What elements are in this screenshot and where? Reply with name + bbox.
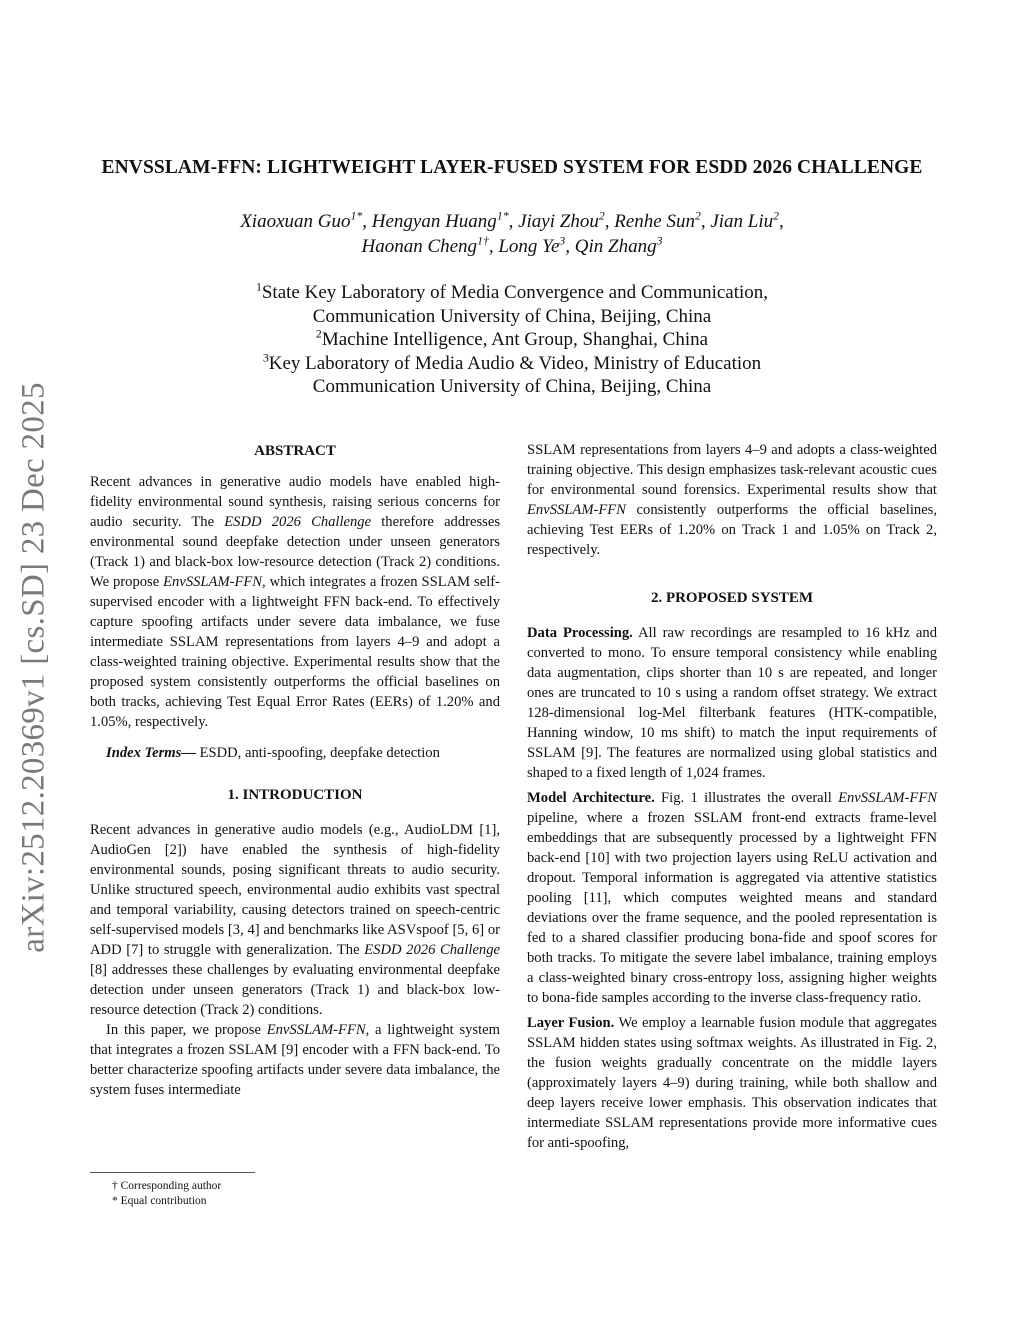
introduction-heading: 1. INTRODUCTION xyxy=(227,787,363,803)
layer-fusion-label: Layer Fusion. xyxy=(527,1015,615,1031)
footnote-corresponding: † Corresponding author xyxy=(112,1180,222,1192)
author-sep: , xyxy=(779,211,784,232)
system-name: EnvSSLAM-FFN xyxy=(838,790,937,806)
proposed-system-heading: 2. PROPOSED SYSTEM xyxy=(650,590,814,606)
paper-title: ENVSSLAM-FFN: LIGHTWEIGHT LAYER-FUSED SYSTEM FOR ESDD 2026 CHALLENGE xyxy=(101,157,923,178)
cont-part: consistently outperforms the official baselines, achieving Test EERs of 1.20% on Track 1 and 1.05% on Track 2, respectively. xyxy=(527,502,937,558)
author-sup: 2 xyxy=(598,209,605,223)
author-sep: , xyxy=(362,211,372,232)
affiliation-1b: Communication University of China, Beijing, China xyxy=(312,305,712,327)
author-name: Haonan Cheng xyxy=(361,236,478,257)
abstract-part: , which integrates a frozen SSLAM self-supervised encoder with a lightweight FFN back-end. To effectively capture spoofing artifacts under severe data imbalance, we fuse intermediate SSLAM representations from layers 4–9 and adopt a class-weighted training objective. Experimental results show that the proposed system consistently outperforms the official baselines on both tracks, achieving Test Equal Error Rates (EERs) of 1.20% and 1.05%, respectively. xyxy=(90,574,500,730)
affiliation-3 xyxy=(150,352,874,376)
author-sep: , xyxy=(604,211,615,232)
intro-part: Recent advances in generative audio models (e.g., AudioLDM [1], AudioGen [2]) have enabled the synthesis of high-fidelity environmental sounds, posing significant threats to audio security. Unlike structured speech, environmental audio exhibits vast spectral and temporal variability, causing detectors trained on speech-centric self-supervised models [3, 4] and benchmarks like ASVspoof [5, 6] or ADD [7] to struggle with generalization. The xyxy=(90,822,500,958)
intro-part: In this paper, we propose xyxy=(106,1022,267,1038)
author-sep: , xyxy=(508,211,519,232)
index-terms xyxy=(90,743,500,763)
arxiv-stamp xyxy=(6,372,62,962)
abstract-part: Recent advances in generative audio models have enabled high-fidelity environmental sound synthesis, raising serious concerns for audio security. The xyxy=(90,474,500,530)
footnote-equal: * Equal contribution xyxy=(112,1195,207,1207)
layer-fusion-text: We employ a learnable fusion module that aggregates SSLAM hidden states using softmax weights. As illustrated in Fig. 2, the fusion weights gradually concentrate on the middle layers (approximately layers 4–9) during training, while both shallow and deep layers receive lower emphasis. This observation indicates that intermediate SSLAM representations provide more informative cues for anti-spoofing, xyxy=(527,1015,937,1151)
abstract-continuation xyxy=(527,440,937,560)
author-sup: 1* xyxy=(350,209,363,223)
footnote-divider xyxy=(90,1172,255,1173)
data-processing-text: All raw recordings are resampled to 16 kHz and converted to mono. To ensure temporal consistency while enabling data augmentation, clips shorter than 10 s are repeated, and longer ones are truncated to 10 s using a random offset strategy. We extract 128-dimensional log-Mel filterbank features (HTK-compatible, Hanning window, 10 ms shift) to match the input requirements of SSLAM [9]. The features are normalized using global statistics and shaped to a fixed length of 1,024 frames. xyxy=(527,625,937,781)
author-sup: 2 xyxy=(694,209,701,223)
affiliations xyxy=(150,281,874,399)
affiliation-text: Key Laboratory of Media Audio & Video, Ministry of Education xyxy=(268,352,762,374)
affiliation-2 xyxy=(150,328,874,352)
left-column xyxy=(90,441,500,1100)
author-sup: 2 xyxy=(773,209,780,223)
intro-part: , a lightweight system that integrates a frozen SSLAM [9] encoder with a FFN back-end. To better characterize spoofing artifacts under severe data imbalance, the system fuses intermediate xyxy=(90,1022,500,1098)
model-part: pipeline, where a frozen SSLAM front-end extracts frame-level embeddings that are subsequently processed by a lightweight FFN back-end [10] with two projection layers using ReLU activation and dropout. Temporal information is aggregated via attentive statistics pooling [11], which computes weighted means and standard deviations over the frame sequence, and the pooled representation is fed to a shared classifier producing bona-fide and spoof scores for both tracks. To mitigate the severe label imbalance, training employs a class-weighted binary cross-entropy loss, assigning higher weights to bona-fide samples according to the inverse class-frequency ratio. xyxy=(527,810,937,1006)
right-column xyxy=(527,440,937,1153)
author-sup: 3 xyxy=(559,234,566,248)
model-part: Fig. 1 illustrates the overall xyxy=(654,790,839,806)
affiliation-1 xyxy=(150,281,874,305)
affiliation-sup: 2 xyxy=(315,327,322,341)
author-name: Long Ye xyxy=(498,236,560,257)
footnotes xyxy=(90,1172,290,1209)
affiliation-text: Machine Intelligence, Ant Group, Shanghai, China xyxy=(321,329,709,350)
data-processing-paragraph xyxy=(527,623,937,783)
author-name: Renhe Sun xyxy=(614,211,695,232)
affiliation-sup: 1 xyxy=(255,280,262,294)
author-sup: 1* xyxy=(496,209,509,223)
author-sep: , xyxy=(700,211,711,232)
affiliation-3b: Communication University of China, Beijing, China xyxy=(312,376,712,397)
intro-part: [8] addresses these challenges by evaluating environmental deepfake detection under unseen generators (Track 1) and black-box low-resource detection (Track 2) conditions. xyxy=(90,962,500,1018)
cont-part: SSLAM representations from layers 4–9 and adopts a class-weighted training objective. This design emphasizes task-relevant acoustic cues for environmental sound forensics. Experimental results show that xyxy=(527,442,937,498)
author-line-2 xyxy=(150,234,874,259)
author-sep: , xyxy=(488,236,499,257)
abstract-heading: ABSTRACT xyxy=(254,443,336,459)
intro-paragraph-1 xyxy=(90,820,500,1020)
author-name: Jiayi Zhou xyxy=(518,211,599,232)
challenge-name: ESDD 2026 Challenge xyxy=(364,942,500,958)
author-name: Hengyan Huang xyxy=(371,211,497,232)
challenge-name: ESDD 2026 Challenge xyxy=(224,514,372,530)
author-line-1 xyxy=(150,209,874,234)
author-sup: 1† xyxy=(477,234,489,248)
system-name: EnvSSLAM-FFN xyxy=(527,502,626,518)
affiliation-sup: 3 xyxy=(262,351,269,365)
author-list xyxy=(150,209,874,259)
author-name: Jian Liu xyxy=(710,211,774,232)
index-terms-label: Index Terms— xyxy=(106,745,196,761)
affiliation-text: State Key Laboratory of Media Convergence and Communication, xyxy=(261,282,769,303)
intro-paragraph-2 xyxy=(90,1020,500,1100)
index-terms-text: ESDD, anti-spoofing, deepfake detection xyxy=(195,745,440,761)
model-architecture-paragraph xyxy=(527,788,937,1008)
layer-fusion-paragraph xyxy=(527,1013,937,1153)
data-processing-label: Data Processing. xyxy=(527,625,633,641)
author-name: Qin Zhang xyxy=(574,236,657,257)
abstract-text xyxy=(90,472,500,732)
arxiv-id: arXiv:2512.20369v1 [cs.SD] 23 Dec 2025 xyxy=(15,381,52,953)
author-sup: 3 xyxy=(656,234,663,248)
author-sep: , xyxy=(565,236,575,257)
author-name: Xiaoxuan Guo xyxy=(240,211,351,232)
system-name: EnvSSLAM-FFN xyxy=(266,1022,366,1038)
model-architecture-label: Model Architecture. xyxy=(527,790,655,806)
system-name: EnvSSLAM-FFN xyxy=(163,574,263,590)
abstract-part: therefore addresses environmental sound deepfake detection under unseen generators (Track 1) and black-box low-resource detection (Track 2) conditions. We propose xyxy=(90,514,500,590)
